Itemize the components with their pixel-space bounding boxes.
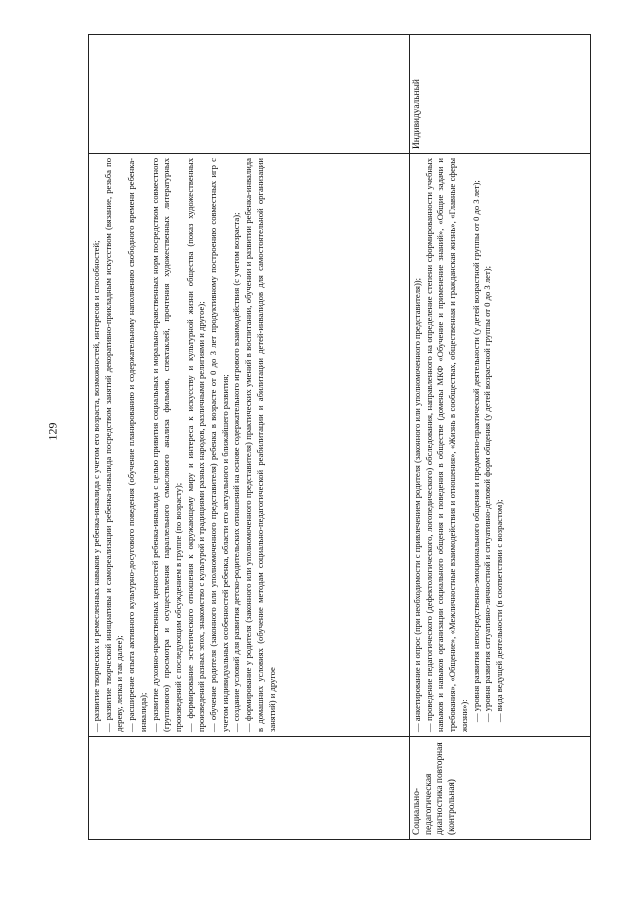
table-row	[410, 35, 591, 840]
format-cell: Индивидуальный	[410, 35, 591, 154]
list-item: — уровня развития непосредственно-эмоционального общения и предметно-практической деятельности (у детей возрастной группы от 0 до 3 лет);	[470, 180, 481, 722]
list-item: — развитие творческой инициативы и самореализации ребенка-инвалида посредством занятий декоративно-прикладным искусством (вязание, резьба по дереву, лепка и так далее);	[102, 158, 125, 732]
section-cell	[89, 737, 410, 840]
list-item: — формирование у родителя (законного или уполномоченного представителя) практических умений в воспитании, обучении и развитии ребенка-инвалида в домашних условиях (обучение методам социально-педагогической реабилитации и абилитации детей-инвалидов для самостоятельной организации занятий) и другое	[243, 158, 277, 732]
list-item: — расширение опыта активного культурно-досугового поведения (обучение планированию и содержательному наполнению свободного времени ребенка-инвалида);	[126, 158, 148, 732]
list-item: — анкетирование и опрос (при необходимости с привлечением родителя (законного или уполномоченного представителя));	[412, 277, 422, 732]
format-cell	[89, 35, 410, 154]
list-item: — формирование эстетического отношения к окружающему миру и интереса к искусству и культурной жизни общества (показ художественных произведений разных эпох, знакомство с культурой и традициями разных народов, различными религиями и другое);	[184, 158, 207, 732]
list-item: — вида ведущей деятельности (в соответствии с возрастом);	[493, 499, 504, 722]
rehabilitation-table	[88, 34, 591, 840]
section-cell: Социально-педагогическая диагностика повторная (контрольная)	[410, 737, 591, 840]
list-item: — обучение родителя (законного или уполномоченного представителя) ребенка в возрасте от 0 до 3 лет продуктивному построению совместных игр с учетом индивидуальных особенностей ребенка, области его актуального и ближайшего развития;	[208, 158, 230, 732]
list-item: — развитие творческих и ремесленных навыков у ребенка-инвалида с учетом его возраста, возможностей, интересов и способностей;	[91, 240, 101, 732]
list-item: — уровня развития ситуативно-личностной и ситуативно-деловой форм общения (у детей возрастной группы от 0 до 3 лет);	[482, 266, 493, 722]
rotated-page-content	[88, 40, 608, 840]
table-row	[89, 35, 410, 840]
activities-cell	[89, 154, 410, 737]
page-number: 129	[45, 422, 60, 441]
activities-cell	[410, 154, 591, 737]
list-item: — проведение педагогического (дефектологического, логопедического) обследования, направленного на определение степени сформированности учебных навыков и навыков организации социального общения и поведения в обществе (домены МКФ «Обучение и применение знаний», «Общие задачи и требования», «Общение», «Межличностные взаимодействия и отношения», «Жизнь в сообществах, общественная и гражданская жизнь», «Главные сферы жизни»):	[423, 158, 469, 732]
list-item: — развитие духовно-нравственных ценностей ребенка-инвалида с целью привития социальных и морально-нравственных норм посредством совместного (группового) просмотра и осуществления параллельного смыслового анализа фильмов, спектаклей, прочтения художественных литературных произведений с последующим обсуждением в группе (по возрасту);	[149, 158, 183, 732]
list-item: — создание условий для развития детско-родительских отношений на основе содержательного игрового взаимодействия (с учетом возраста);	[231, 212, 242, 732]
